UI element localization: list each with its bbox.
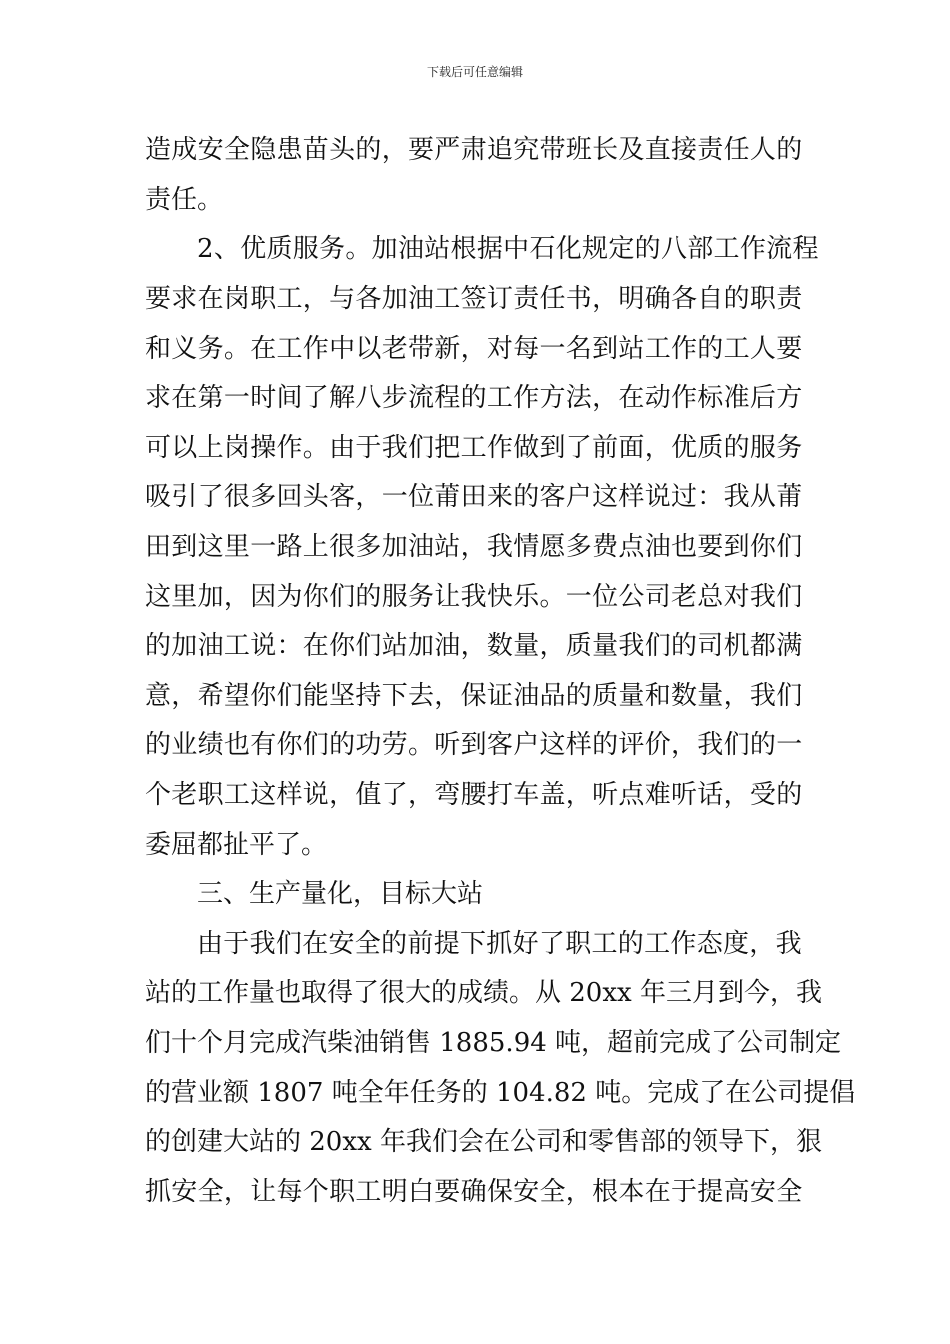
text-line: 的营业额 1807 吨全年任务的 104.82 吨。完成了在公司提倡	[145, 1078, 856, 1108]
section-heading: 三、生产量化，目标大站	[197, 879, 484, 909]
text-line: 求在第一时间了解八步流程的工作方法，在动作标准后方	[145, 383, 803, 413]
text-line: 委屈都扯平了。	[145, 830, 328, 860]
text-line: 站的工作量也取得了很大的成绩。从 20xx 年三月到今，我	[145, 978, 822, 1008]
paragraph-heading: 2、优质服务。加油站根据中石化规定的八部工作流程	[197, 234, 819, 264]
text-line: 们十个月完成汽柴油销售 1885.94 吨，超前完成了公司制定	[145, 1028, 842, 1058]
text-line: 可以上岗操作。由于我们把工作做到了前面，优质的服务	[145, 433, 803, 463]
text-line: 的加油工说：在你们站加油，数量，质量我们的司机都满	[145, 631, 803, 661]
text-line: 田到这里一路上很多加油站，我情愿多费点油也要到你们	[145, 532, 803, 562]
text-line: 责任。	[145, 185, 224, 215]
text-line: 和义务。在工作中以老带新，对每一名到站工作的工人要	[145, 334, 803, 364]
text-line: 意，希望你们能坚持下去，保证油品的质量和数量，我们	[145, 681, 803, 711]
text-line: 吸引了很多回头客，一位莆田来的客户这样说过：我从莆	[145, 482, 803, 512]
text-line: 由于我们在安全的前提下抓好了职工的工作态度，我	[197, 929, 802, 959]
text-line: 的业绩也有你们的功劳。听到客户这样的评价，我们的一	[145, 730, 803, 760]
text-line: 个老职工这样说，值了，弯腰打车盖，听点难听话，受的	[145, 780, 803, 810]
text-line: 要求在岗职工，与各加油工签订责任书，明确各自的职责	[145, 284, 803, 314]
text-line: 这里加，因为你们的服务让我快乐。一位公司老总对我们	[145, 582, 803, 612]
text-line: 的创建大站的 20xx 年我们会在公司和零售部的领导下，狠	[145, 1127, 822, 1157]
page-header: 下载后可任意编辑	[426, 65, 523, 79]
text-line: 抓安全，让每个职工明白要确保安全，根本在于提高安全	[145, 1177, 803, 1207]
text-line: 造成安全隐患苗头的，要严肃追究带班长及直接责任人的	[145, 135, 803, 165]
